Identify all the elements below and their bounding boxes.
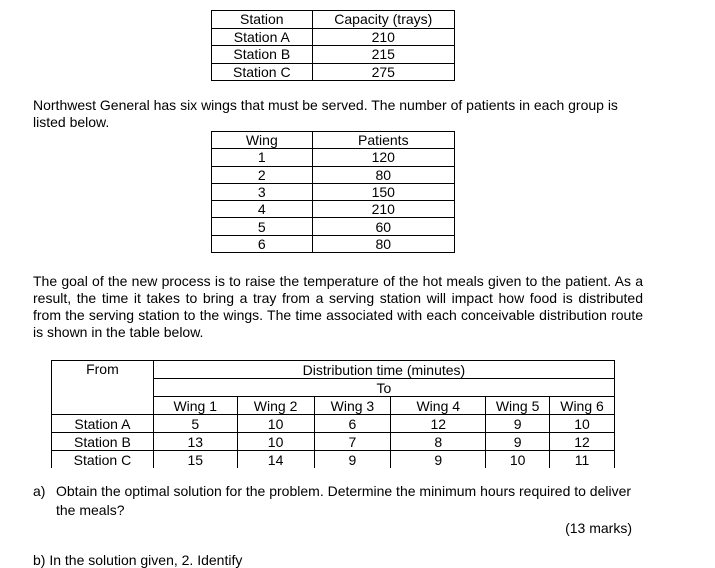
patients-cell: 80: [312, 166, 454, 183]
patients-table: [211, 131, 455, 253]
table-row: [212, 63, 455, 81]
cut-off-question: b) In the solution given, 2. Identify: [33, 552, 243, 568]
empty-cell: [52, 379, 154, 397]
from-header: From: [52, 361, 154, 379]
wing-cell: 4: [212, 201, 313, 218]
table-row: [52, 415, 615, 433]
time-cell: 13: [153, 433, 237, 451]
wing-header: Wing 4: [391, 397, 486, 415]
table-row: [212, 46, 455, 64]
time-cell: 11: [550, 451, 615, 469]
time-cell: 8: [391, 433, 486, 451]
wing-header: Wing 2: [237, 397, 314, 415]
column-header: Station: [212, 11, 313, 29]
time-cell: 15: [153, 451, 237, 469]
table-header-row: [212, 11, 455, 29]
distribution-table: [51, 360, 615, 468]
wing-header: Wing 1: [153, 397, 237, 415]
table-row: [52, 451, 615, 469]
time-cell: 9: [314, 451, 391, 469]
patients-cell: 120: [312, 149, 454, 166]
table-header-row: [52, 361, 615, 379]
time-cell: 10: [550, 415, 615, 433]
table-header-row: [212, 132, 455, 149]
wing-header: Wing 6: [550, 397, 615, 415]
station-cell: Station C: [52, 451, 154, 469]
wing-cell: 1: [212, 149, 313, 166]
table-row: [212, 28, 455, 46]
patients-cell: 150: [312, 183, 454, 200]
empty-cell: [52, 397, 154, 415]
table-row: [212, 149, 455, 166]
table-row: [212, 183, 455, 200]
capacity-cell: 275: [312, 63, 454, 81]
table-row: [212, 201, 455, 218]
goal-paragraph: The goal of the new process is to raise the temperature of the hot meals given to the patient. As a result, the time it takes to bring a tray from a serving station will impact how food is distributed from the serving station to the wings. The time associated with each conceivable distribution route is shown in the table below.: [33, 273, 643, 340]
table-row: [212, 235, 455, 252]
time-cell: 9: [486, 433, 550, 451]
patients-cell: 210: [312, 201, 454, 218]
capacity-table: [211, 10, 455, 81]
capacity-cell: 215: [312, 46, 454, 64]
time-cell: 9: [486, 415, 550, 433]
time-cell: 10: [237, 415, 314, 433]
time-cell: 14: [237, 451, 314, 469]
table-row: [52, 433, 615, 451]
wing-cell: 5: [212, 218, 313, 235]
station-cell: Station B: [52, 433, 154, 451]
wing-header: Wing 5: [486, 397, 550, 415]
station-cell: Station C: [212, 63, 313, 81]
station-cell: Station B: [212, 46, 313, 64]
question-label: a): [33, 483, 46, 499]
table-header-row: [52, 397, 615, 415]
patients-cell: 80: [312, 235, 454, 252]
station-cell: Station A: [52, 415, 154, 433]
wing-cell: 6: [212, 235, 313, 252]
capacity-cell: 210: [312, 28, 454, 46]
time-cell: 12: [550, 433, 615, 451]
marks-label: (13 marks): [565, 520, 632, 536]
table-header-row: [52, 379, 615, 397]
intro-paragraph: Northwest General has six wings that must be served. The number of patients in each group is listed below.: [33, 97, 618, 130]
time-cell: 6: [314, 415, 391, 433]
distribution-title: Distribution time (minutes): [153, 361, 614, 379]
station-cell: Station A: [212, 28, 313, 46]
wing-header: Wing 3: [314, 397, 391, 415]
column-header: Wing: [212, 132, 313, 149]
time-cell: 7: [314, 433, 391, 451]
time-cell: 9: [391, 451, 486, 469]
wing-cell: 3: [212, 183, 313, 200]
time-cell: 5: [153, 415, 237, 433]
question-text: Obtain the optimal solution for the problem. Determine the minimum hours required to deliver the meals?: [56, 483, 632, 518]
column-header: Capacity (trays): [312, 11, 454, 29]
time-cell: 12: [391, 415, 486, 433]
patients-cell: 60: [312, 218, 454, 235]
table-row: [212, 218, 455, 235]
to-header: To: [153, 379, 614, 397]
table-row: [212, 166, 455, 183]
wing-cell: 2: [212, 166, 313, 183]
time-cell: 10: [237, 433, 314, 451]
time-cell: 10: [486, 451, 550, 469]
column-header: Patients: [312, 132, 454, 149]
